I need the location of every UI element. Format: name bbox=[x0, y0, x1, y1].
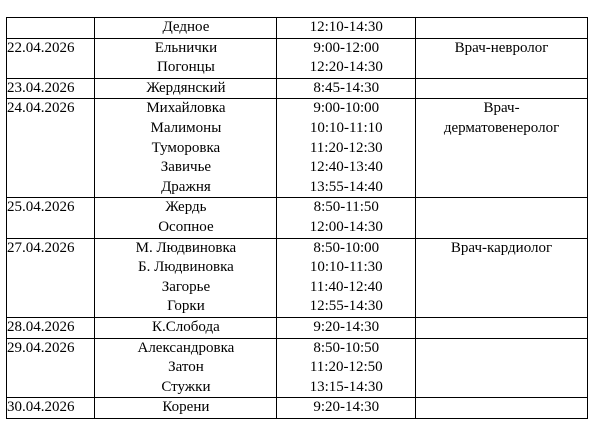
date-cell bbox=[7, 398, 95, 419]
specialist-cell bbox=[416, 78, 588, 99]
table-row bbox=[7, 238, 588, 317]
place-name: Туморовка bbox=[151, 139, 221, 156]
date-text: 22.04.2026 bbox=[7, 39, 75, 56]
time-cell bbox=[277, 18, 416, 39]
place-cell bbox=[95, 78, 277, 99]
time-cell bbox=[277, 78, 416, 99]
place-name: Жердянский bbox=[146, 79, 226, 96]
time-range: 10:10-11:10 bbox=[309, 119, 383, 136]
time-range: 8:50-10:00 bbox=[313, 239, 380, 256]
time-range: 13:55-14:40 bbox=[309, 178, 383, 195]
time-range: 12:10-14:30 bbox=[309, 19, 383, 35]
specialist-cell bbox=[416, 18, 588, 39]
place-name: Завичье bbox=[160, 159, 212, 176]
time-cell bbox=[277, 398, 416, 419]
specialist-cell bbox=[416, 38, 588, 78]
place-name: Погонцы bbox=[157, 59, 215, 76]
specialist-cell bbox=[416, 238, 588, 317]
date-cell bbox=[7, 317, 95, 338]
table-row bbox=[7, 78, 588, 99]
time-cell bbox=[277, 38, 416, 78]
time-cell bbox=[277, 198, 416, 238]
date-cell bbox=[7, 18, 95, 39]
place-cell bbox=[95, 317, 277, 338]
date-cell bbox=[7, 78, 95, 99]
place-cell bbox=[95, 38, 277, 78]
specialist-cell bbox=[416, 398, 588, 419]
place-name: Затон bbox=[168, 359, 204, 376]
place-cell bbox=[95, 99, 277, 198]
place-name: Александровка bbox=[137, 339, 235, 356]
date-text: 25.04.2026 bbox=[7, 199, 75, 216]
time-range: 12:40-13:40 bbox=[309, 159, 383, 176]
table-row bbox=[7, 338, 588, 398]
date-cell bbox=[7, 38, 95, 78]
place-name: Загорье bbox=[161, 278, 211, 295]
time-cell bbox=[277, 317, 416, 338]
date-cell bbox=[7, 238, 95, 317]
place-name: Михайловка bbox=[146, 100, 226, 117]
place-name: Корени bbox=[162, 399, 210, 416]
place-cell bbox=[95, 198, 277, 238]
schedule-body bbox=[7, 18, 588, 419]
place-cell bbox=[95, 338, 277, 398]
specialist-cell bbox=[416, 198, 588, 238]
place-name: М. Людвиновка bbox=[135, 239, 237, 256]
place-name: Жердь bbox=[165, 199, 207, 216]
place-name: Стужки bbox=[161, 378, 211, 395]
time-range: 8:50-11:50 bbox=[313, 199, 379, 216]
place-name: Дедное bbox=[162, 19, 210, 35]
place-name: Осопное bbox=[158, 218, 214, 235]
date-text: 28.04.2026 bbox=[7, 318, 75, 335]
time-range: 11:20-12:30 bbox=[309, 139, 383, 156]
table-row bbox=[7, 38, 588, 78]
time-range: 12:55-14:30 bbox=[309, 298, 383, 315]
time-range: 13:15-14:30 bbox=[309, 378, 383, 395]
date-cell bbox=[7, 99, 95, 198]
time-range: 9:00-12:00 bbox=[313, 39, 380, 56]
schedule-table bbox=[6, 17, 588, 419]
time-range: 8:45-14:30 bbox=[313, 79, 380, 96]
place-name: Дражня bbox=[161, 178, 211, 195]
time-range: 8:50-10:50 bbox=[313, 339, 380, 356]
time-range: 11:20-12:50 bbox=[309, 359, 383, 376]
table-row bbox=[7, 317, 588, 338]
time-range: 11:40-12:40 bbox=[309, 278, 383, 295]
time-range: 9:20-14:30 bbox=[313, 399, 380, 416]
time-range: 9:00-10:00 bbox=[313, 100, 380, 117]
place-name: Б. Людвиновка bbox=[138, 259, 234, 276]
date-text: 23.04.2026 bbox=[7, 79, 75, 96]
time-range: 12:20-14:30 bbox=[309, 59, 383, 76]
time-cell bbox=[277, 99, 416, 198]
place-cell bbox=[95, 18, 277, 39]
place-cell bbox=[95, 238, 277, 317]
time-cell bbox=[277, 238, 416, 317]
date-text: 29.04.2026 bbox=[7, 339, 75, 356]
place-name: К.Слобода bbox=[152, 318, 220, 335]
date-text: 30.04.2026 bbox=[7, 399, 75, 416]
specialist-cell bbox=[416, 99, 588, 198]
table-row bbox=[7, 99, 588, 198]
specialist-text: Врач-невролог bbox=[454, 39, 549, 56]
date-cell bbox=[7, 198, 95, 238]
date-text: 27.04.2026 bbox=[7, 239, 75, 256]
table-row bbox=[7, 198, 588, 238]
specialist-cell bbox=[416, 317, 588, 338]
specialist-text: Врач- bbox=[483, 100, 520, 117]
place-name: Горки bbox=[167, 298, 205, 315]
place-cell bbox=[95, 398, 277, 419]
table-row bbox=[7, 18, 588, 39]
specialist-text: дерматовенеролог bbox=[443, 119, 560, 136]
time-range: 9:20-14:30 bbox=[313, 318, 380, 335]
date-text: 24.04.2026 bbox=[7, 100, 75, 117]
specialist-cell bbox=[416, 338, 588, 398]
specialist-text: Врач-кардиолог bbox=[450, 239, 553, 256]
time-cell bbox=[277, 338, 416, 398]
place-name: Малимоны bbox=[150, 119, 222, 136]
time-range: 12:00-14:30 bbox=[309, 218, 383, 235]
table-row bbox=[7, 398, 588, 419]
place-name: Ельнички bbox=[154, 39, 218, 56]
time-range: 10:10-11:30 bbox=[309, 259, 383, 276]
date-cell bbox=[7, 338, 95, 398]
